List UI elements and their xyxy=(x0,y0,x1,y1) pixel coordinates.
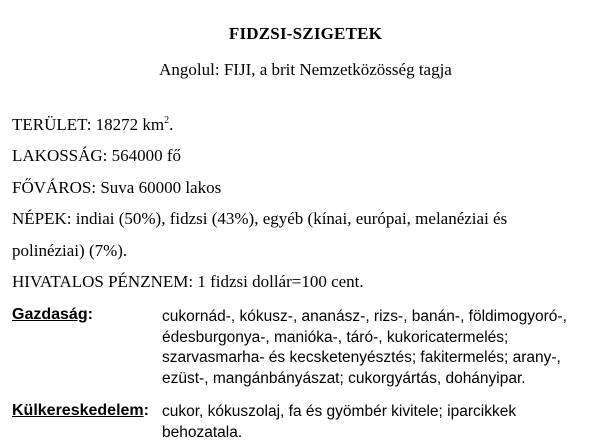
gazdasag-line: szarvasmarha- és kecsketenyésztés; fakitermelés; arany-, xyxy=(162,349,561,366)
gazdasag-label xyxy=(12,306,93,324)
kulkereskedelem-body xyxy=(162,402,608,443)
gazdasag-line: cukornád-, kókusz-, ananász-, rizs-, banán-, földimogyoró-, xyxy=(162,308,567,325)
fact-terulet-text: TERÜLET: 18272 km xyxy=(12,115,165,134)
kulkereskedelem-line: behozatala. xyxy=(162,423,243,441)
fact-lakossag: LAKOSSÁG: 564000 fő xyxy=(12,146,182,165)
kulkereskedelem-label-text: Külkereskedelem xyxy=(12,402,144,419)
page-title: FIDZSI-SZIGETEK xyxy=(228,24,383,43)
kulkereskedelem-label-colon: : xyxy=(143,402,149,419)
fact-terulet-superscript: 2 xyxy=(164,115,170,126)
fact-penznem: HIVATALOS PÉNZNEM: 1 fidzsi dollár=100 cent. xyxy=(12,272,364,291)
kulkereskedelem-label xyxy=(12,402,149,420)
gazdasag-line: édesburgonya-, manióka-, táró-, kukoricatermelés; xyxy=(162,328,509,346)
fact-fovaros: FŐVÁROS: Suva 60000 lakos xyxy=(12,178,222,197)
fact-terulet xyxy=(12,115,173,135)
gazdasag-body xyxy=(162,307,608,389)
kulkereskedelem-line: cukor, kókuszolaj, fa és gyömbér kivitele; iparcikkek xyxy=(162,403,517,420)
page-subtitle: Angolul: FIJI, a brit Nemzetközösség tagja xyxy=(159,60,452,79)
gazdasag-line: ezüst-, mangánbányászat; cukorgyártás, dohányipar. xyxy=(162,369,526,387)
fact-nepek-line-1: NÉPEK: indiai (50%), fidzsi (43%), egyéb (kínai, európai, melanéziai és xyxy=(12,209,508,228)
gazdasag-label-colon: : xyxy=(87,306,93,323)
gazdasag-label-text: Gazdaság xyxy=(12,306,88,323)
fact-terulet-end: . xyxy=(169,115,174,134)
fact-nepek-line-2: polinéziai) (7%). xyxy=(12,241,128,260)
